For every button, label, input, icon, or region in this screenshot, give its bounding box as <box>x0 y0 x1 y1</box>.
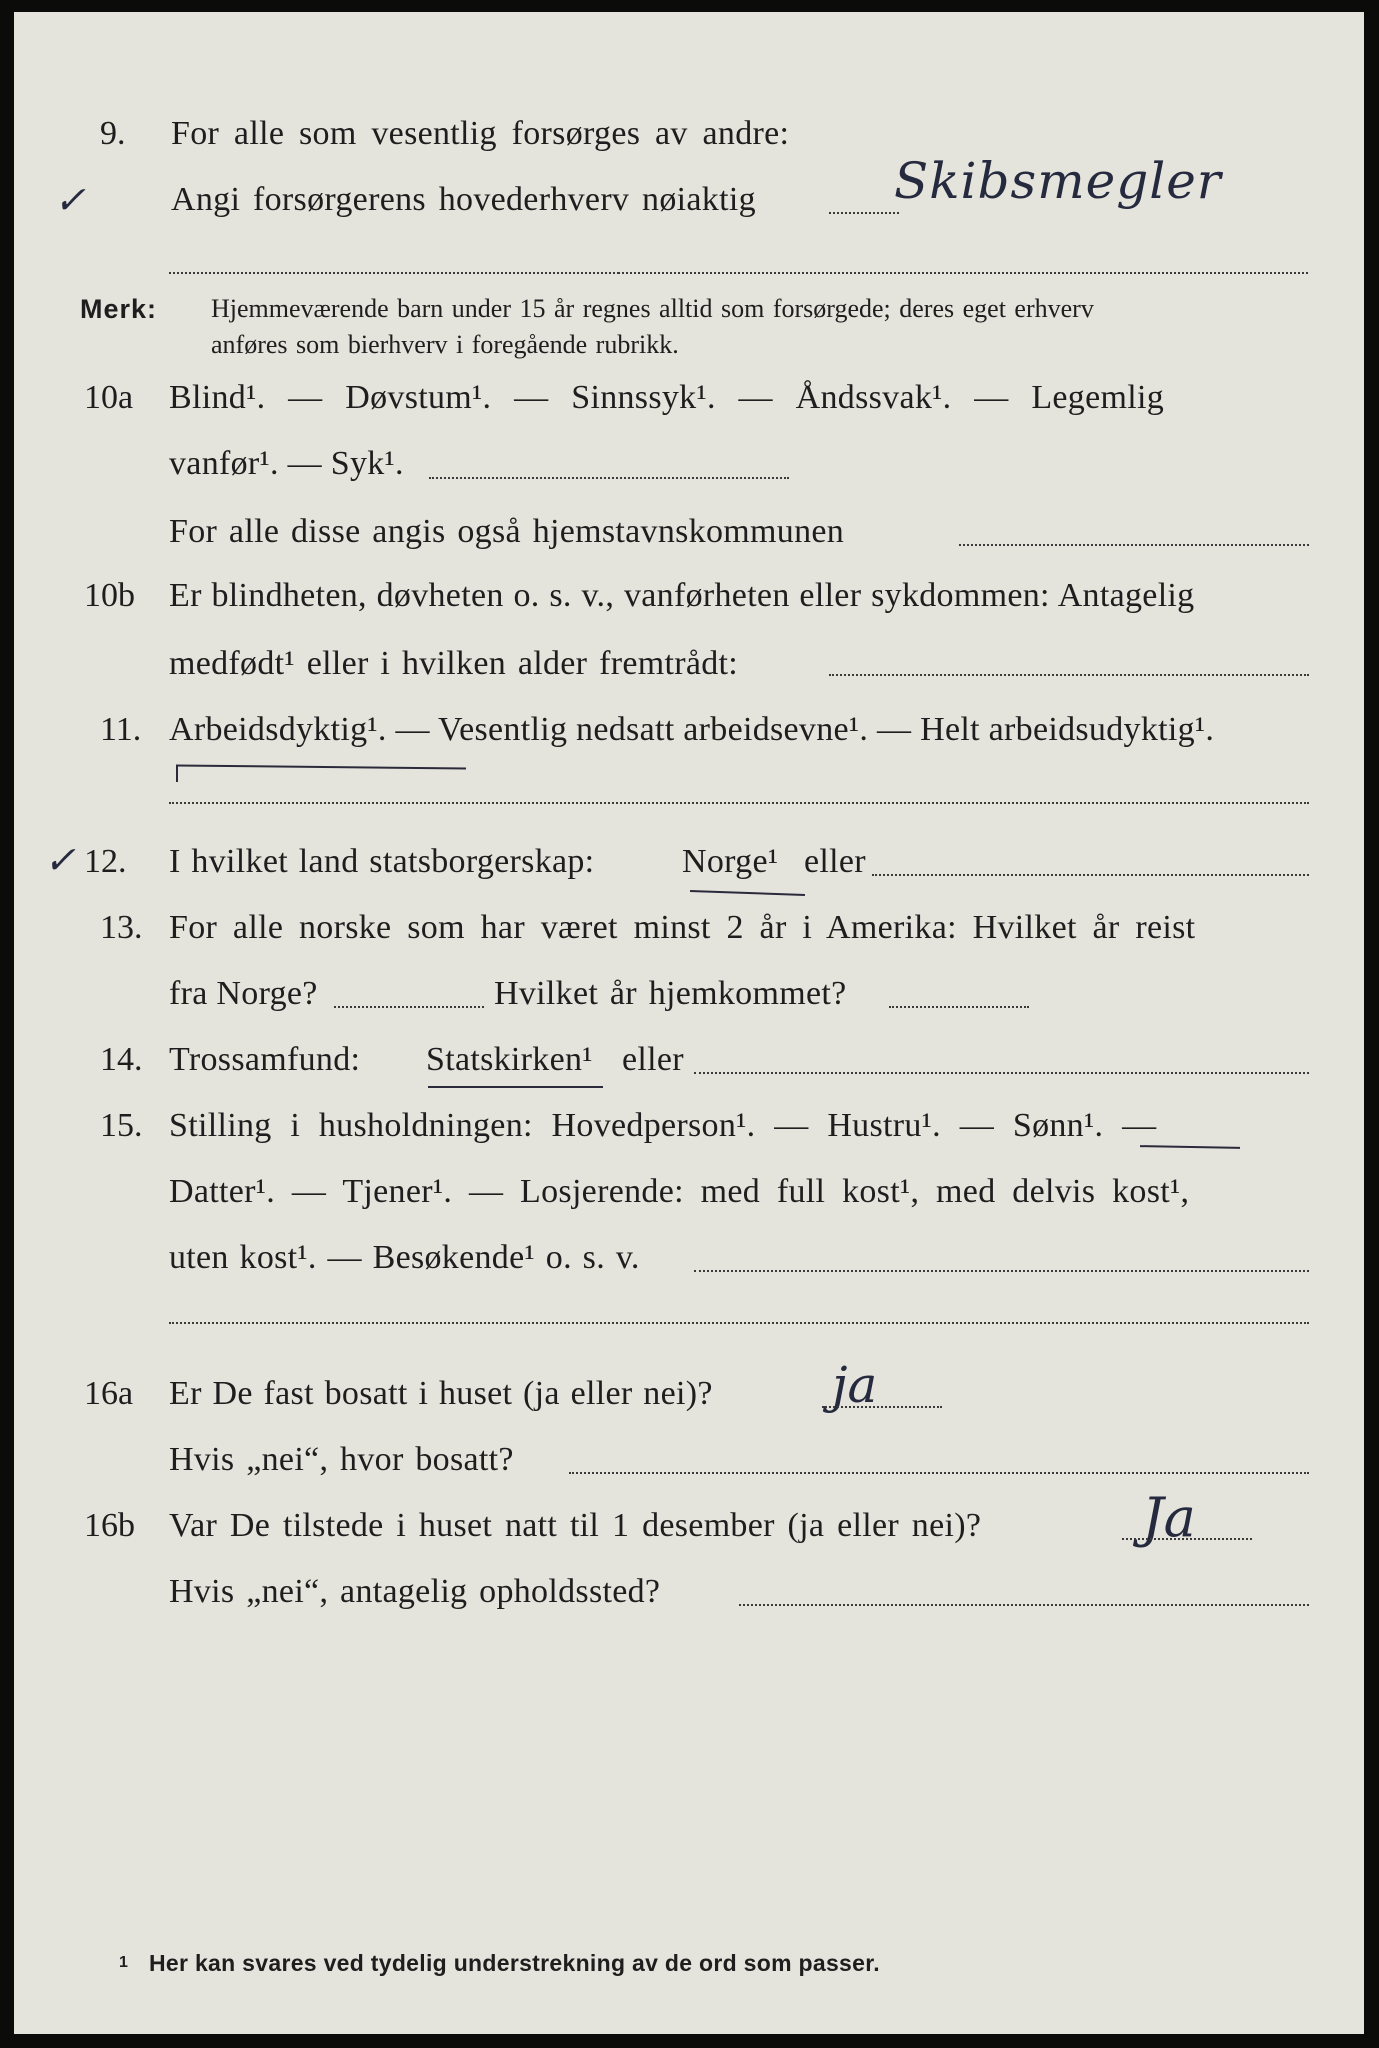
q10b-alder-line <box>829 674 1309 676</box>
q11-number: 11. <box>100 711 142 748</box>
q16b-line2: Hvis „nei“, antagelig opholdssted? <box>169 1573 661 1610</box>
q9-handwritten-answer: Skibsmegler <box>894 152 1222 210</box>
q15-line3: uten kost¹. — Besøkende¹ o. s. v. <box>169 1239 640 1276</box>
q13-hjemkommet-line <box>889 1006 1029 1008</box>
q14-eller: eller <box>622 1041 684 1078</box>
q16a-number: 16a <box>84 1375 134 1412</box>
q14-text: Trossamfund: <box>169 1041 361 1078</box>
q16a-handwritten-answer: ja <box>832 1356 878 1414</box>
q15-answer-line <box>694 1270 1309 1272</box>
q10b-number: 10b <box>84 577 135 614</box>
q11-underline-hook <box>176 766 178 782</box>
q16a-answer-line <box>822 1406 942 1408</box>
q15-line2: Datter¹. — Tjener¹. — Losjerende: med full kost¹, med delvis kost¹, <box>169 1173 1190 1210</box>
q11-handwritten-underline <box>176 764 466 769</box>
q16a-line1: Er De fast bosatt i huset (ja eller nei)? <box>169 1375 713 1412</box>
q16b-answer-line <box>1122 1538 1252 1540</box>
q14-handwritten-underline <box>428 1086 603 1088</box>
q16b-opholdssted-line <box>739 1604 1309 1606</box>
q15-sonn-underline <box>1140 1145 1240 1149</box>
q13-reist-line <box>334 1006 484 1008</box>
q9-number: 9. <box>100 115 126 152</box>
q10a-kommune-line <box>959 544 1309 546</box>
q10a-line2: vanfør¹. — Syk¹. <box>169 445 404 482</box>
q9-answer-line <box>829 212 899 214</box>
merk-label: Merk: <box>80 294 158 324</box>
q9-check-mark: ✓ <box>54 178 86 222</box>
q16a-line2: Hvis „nei“, hvor bosatt? <box>169 1441 514 1478</box>
q15-number: 15. <box>100 1107 143 1144</box>
q10b-line2: medfødt¹ eller i hvilken alder fremtrådt: <box>169 645 739 682</box>
q14-answer-line <box>694 1072 1309 1074</box>
q10a-number: 10a <box>84 379 134 416</box>
q10a-line1: Blind¹. — Døvstum¹. — Sinnssyk¹. — Åndssvak¹. — Legemlig <box>169 379 1165 416</box>
q10b-line1: Er blindheten, døvheten o. s. v., vanførheten eller sykdommen: Antagelig <box>169 577 1195 614</box>
q10a-line3: For alle disse angis også hjemstavnskommunen <box>169 513 845 550</box>
q9-line2: Angi forsørgerens hovederhverv nøiaktig <box>171 181 756 218</box>
q15-extra-line <box>169 1322 1309 1324</box>
q11-line1: Arbeidsdyktig¹. — Vesentlig nedsatt arbeidsevne¹. — Helt arbeidsudyktig¹. <box>169 711 1215 748</box>
q12-answer-line <box>872 874 1309 876</box>
q11-answer-line <box>169 802 1309 804</box>
q16b-handwritten-answer: Ja <box>1142 1486 1196 1549</box>
q16b-number: 16b <box>84 1507 135 1544</box>
footnote-text: Her kan svares ved tydelig understrekning av de ord som passer. <box>149 1950 880 1976</box>
q13-line2-b: Hvilket år hjemkommet? <box>494 975 847 1012</box>
q15-line1: Stilling i husholdningen: Hovedperson¹. — Hustru¹. — Sønn¹. — <box>169 1107 1157 1144</box>
q12-check-mark: ✓ <box>44 838 76 882</box>
q16b-line1: Var De tilstede i huset natt til 1 desember (ja eller nei)? <box>169 1507 982 1544</box>
footnote-mark: 1 <box>119 1954 128 1971</box>
merk-line2: anføres som bierhverv i foregående rubrikk. <box>211 330 679 359</box>
merk-line1: Hjemmeværende barn under 15 år regnes alltid som forsørgede; deres eget erhverv <box>211 294 1094 323</box>
q13-line1: For alle norske som har været minst 2 år i Amerika: Hvilket år reist <box>169 909 1196 946</box>
q12-number: 12. <box>84 843 127 880</box>
q9-extra-line-right <box>618 272 1308 274</box>
q12-handwritten-underline <box>690 890 805 896</box>
q16a-bosatt-line <box>569 1472 1309 1474</box>
q12-text: I hvilket land statsborgerskap: <box>169 843 595 880</box>
q14-statskirken-option: Statskirken¹ <box>426 1041 593 1078</box>
q14-number: 14. <box>100 1041 143 1078</box>
q9-extra-line-left <box>169 272 619 274</box>
census-form-page <box>14 12 1364 2034</box>
q10a-syk-line <box>429 477 789 479</box>
q12-norge-option: Norge¹ <box>682 843 779 880</box>
q12-eller: eller <box>804 843 866 880</box>
q9-line1: For alle som vesentlig forsørges av andre: <box>171 115 790 152</box>
q13-number: 13. <box>100 909 143 946</box>
q13-line2-a: fra Norge? <box>169 975 318 1012</box>
